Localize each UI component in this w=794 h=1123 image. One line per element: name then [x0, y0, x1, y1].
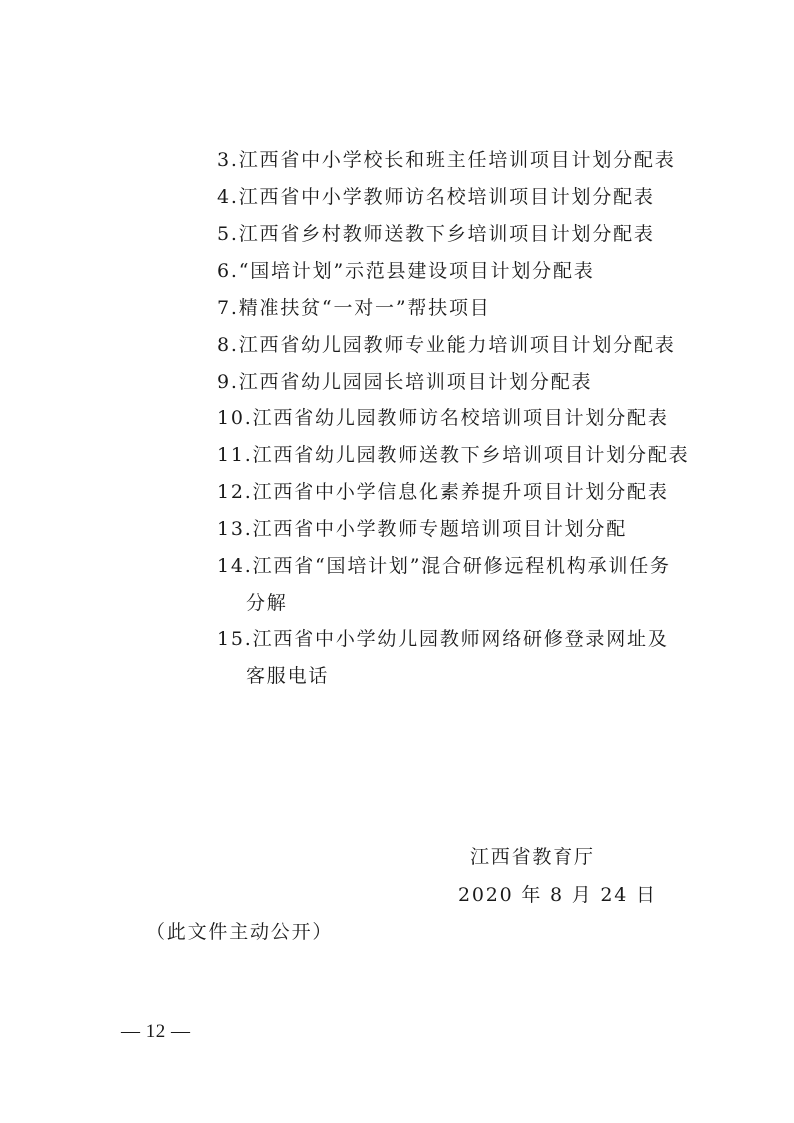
attachment-item-15-line-2: 客服电话: [246, 665, 330, 687]
attachment-item-9: 9.江西省幼儿园园长培训项目计划分配表: [217, 371, 593, 393]
attachment-item-12: 12.江西省中小学信息化素养提升项目计划分配表: [217, 481, 669, 503]
attachment-item-13: 13.江西省中小学教师专题培训项目计划分配: [217, 518, 628, 540]
attachment-item-14-line-2: 分解: [246, 592, 288, 614]
attachment-item-11: 11.江西省幼儿园教师送教下乡培训项目计划分配表: [217, 444, 690, 466]
attachment-item-4: 4.江西省中小学教师访名校培训项目计划分配表: [217, 186, 655, 208]
attachment-item-10: 10.江西省幼儿园教师访名校培训项目计划分配表: [217, 407, 669, 429]
attachment-item-5: 5.江西省乡村教师送教下乡培训项目计划分配表: [217, 223, 655, 245]
attachment-item-6: 6.“国培计划”示范县建设项目计划分配表: [217, 260, 595, 282]
attachment-item-3: 3.江西省中小学校长和班主任培训项目计划分配表: [217, 149, 676, 171]
issue-date: 2020 年 8 月 24 日: [458, 884, 657, 906]
attachment-item-15-line-1: 15.江西省中小学幼儿园教师网络研修登录网址及: [217, 628, 669, 650]
page-number: — 12 —: [121, 1021, 191, 1042]
attachment-item-8: 8.江西省幼儿园教师专业能力培训项目计划分配表: [217, 334, 676, 356]
issuing-authority: 江西省教育厅: [470, 846, 595, 868]
public-disclosure-note: （此文件主动公开）: [146, 921, 334, 943]
attachment-item-14-line-1: 14.江西省“国培计划”混合研修远程机构承训任务: [217, 555, 671, 577]
attachment-item-7: 7.精准扶贫“一对一”帮扶项目: [217, 297, 491, 319]
